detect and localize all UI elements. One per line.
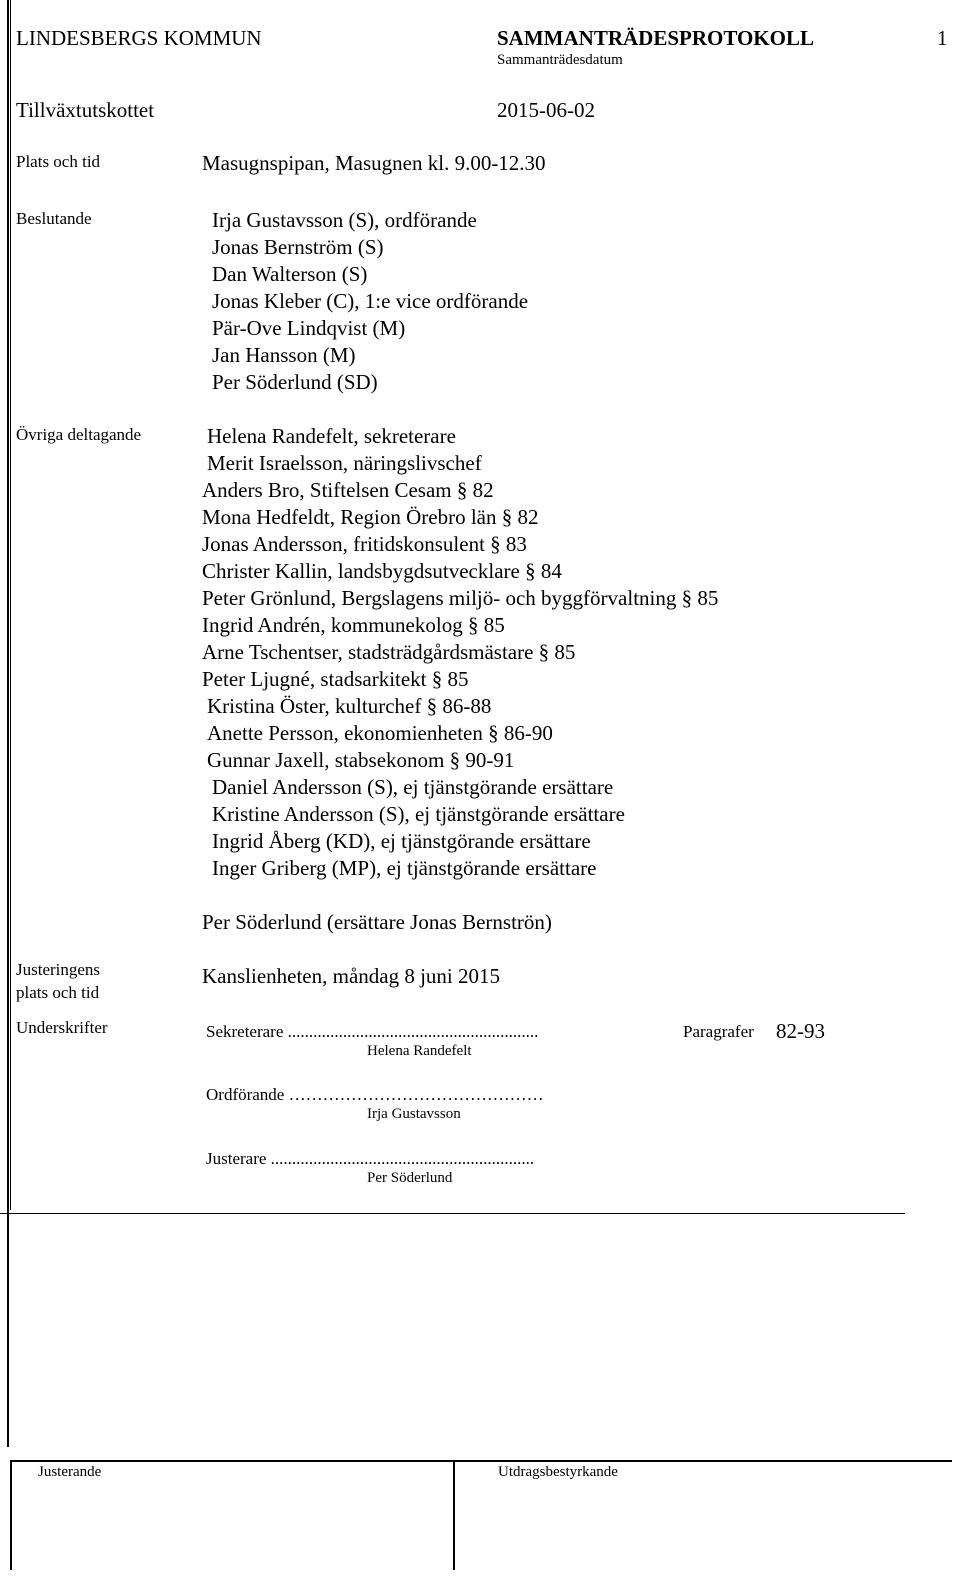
decision-maker: Jan Hansson (M) xyxy=(212,343,356,367)
bottom-divider xyxy=(0,1213,905,1214)
decision-maker: Jonas Kleber (C), 1:e vice ordförande xyxy=(212,289,529,313)
participant: Anders Bro, Stiftelsen Cesam § 82 xyxy=(202,478,494,502)
participant: Jonas Andersson, fritidskonsulent § 83 xyxy=(202,532,527,556)
secretary-signature-line: Sekreterare ........................................................... xyxy=(206,1022,539,1041)
participant: Anette Persson, ekonomienheten § 86-90 xyxy=(207,721,553,745)
participant: Arne Tschentser, stadsträdgårdsmästare § 85 xyxy=(202,640,576,664)
participant: Christer Kallin, landsbygdsutvecklare § 84 xyxy=(202,559,562,583)
date-label: Sammanträdesdatum xyxy=(497,52,623,68)
footer-justerande: Justerande xyxy=(38,1464,102,1480)
other-participants-label: Övriga deltagande xyxy=(16,425,142,444)
document-type: SAMMANTRÄDESPROTOKOLL xyxy=(497,26,814,50)
committee-name: Tillväxtutskottet xyxy=(16,98,155,122)
participant: Helena Randefelt, sekreterare xyxy=(207,424,456,448)
participant: Kristine Andersson (S), ej tjänstgörande ersättare xyxy=(212,802,625,826)
page-number: 1 xyxy=(937,26,948,50)
participant: Peter Grönlund, Bergslagens miljö- och byggförvaltning § 85 xyxy=(202,586,719,610)
participant: Gunnar Jaxell, stabsekonom § 90-91 xyxy=(207,748,515,772)
decision-maker: Per Söderlund (SD) xyxy=(212,370,378,394)
adjustment-label-line1: Justeringens xyxy=(16,960,101,979)
chair-name: Irja Gustavsson xyxy=(367,1106,461,1122)
participant: Peter Ljugné, stadsarkitekt § 85 xyxy=(202,667,469,691)
secretary-name: Helena Randefelt xyxy=(367,1043,472,1059)
header-divider xyxy=(10,0,11,1210)
participant: Daniel Andersson (S), ej tjänstgörande ersättare xyxy=(212,775,614,799)
left-border xyxy=(7,0,9,1447)
footer-mid-divider xyxy=(453,1460,455,1570)
adjustment-label-line2: plats och tid xyxy=(16,983,100,1002)
adjuster-signature-line: Justerare .............................................................. xyxy=(206,1149,535,1168)
footer-left-border xyxy=(10,1460,12,1570)
decision-maker: Pär-Ove Lindqvist (M) xyxy=(212,316,406,340)
decision-maker: Irja Gustavsson (S), ordförande xyxy=(212,208,477,232)
participant: Ingrid Andrén, kommunekolog § 85 xyxy=(202,613,505,637)
decision-maker: Dan Walterson (S) xyxy=(212,262,368,286)
place-time-value: Masugnspipan, Masugnen kl. 9.00-12.30 xyxy=(202,151,546,175)
participant: Mona Hedfeldt, Region Örebro län § 82 xyxy=(202,505,539,529)
adjustment-value: Kanslienheten, måndag 8 juni 2015 xyxy=(202,964,501,988)
participant: Ingrid Åberg (KD), ej tjänstgörande ersättare xyxy=(212,829,591,853)
meeting-date: 2015-06-02 xyxy=(497,98,595,122)
paragraphs-label: Paragrafer xyxy=(683,1022,754,1041)
place-time-label: Plats och tid xyxy=(16,152,101,171)
substitute-note: Per Söderlund (ersättare Jonas Bernströn) xyxy=(202,910,552,934)
adjuster-name: Per Söderlund xyxy=(367,1170,453,1186)
footer-top-line xyxy=(10,1460,952,1462)
footer-utdragsbestyrkande: Utdragsbestyrkande xyxy=(498,1464,618,1480)
chair-signature-line: Ordförande ……………………………………… xyxy=(206,1085,544,1104)
participant: Merit Israelsson, näringslivschef xyxy=(207,451,482,475)
participant: Kristina Öster, kulturchef § 86-88 xyxy=(207,694,492,718)
signatures-label: Underskrifter xyxy=(16,1018,108,1037)
paragraphs-value: 82-93 xyxy=(776,1019,825,1043)
municipality-name: LINDESBERGS KOMMUN xyxy=(16,26,262,50)
participant: Inger Griberg (MP), ej tjänstgörande ersättare xyxy=(212,856,597,880)
decision-makers-label: Beslutande xyxy=(16,209,92,228)
decision-maker: Jonas Bernström (S) xyxy=(212,235,384,259)
